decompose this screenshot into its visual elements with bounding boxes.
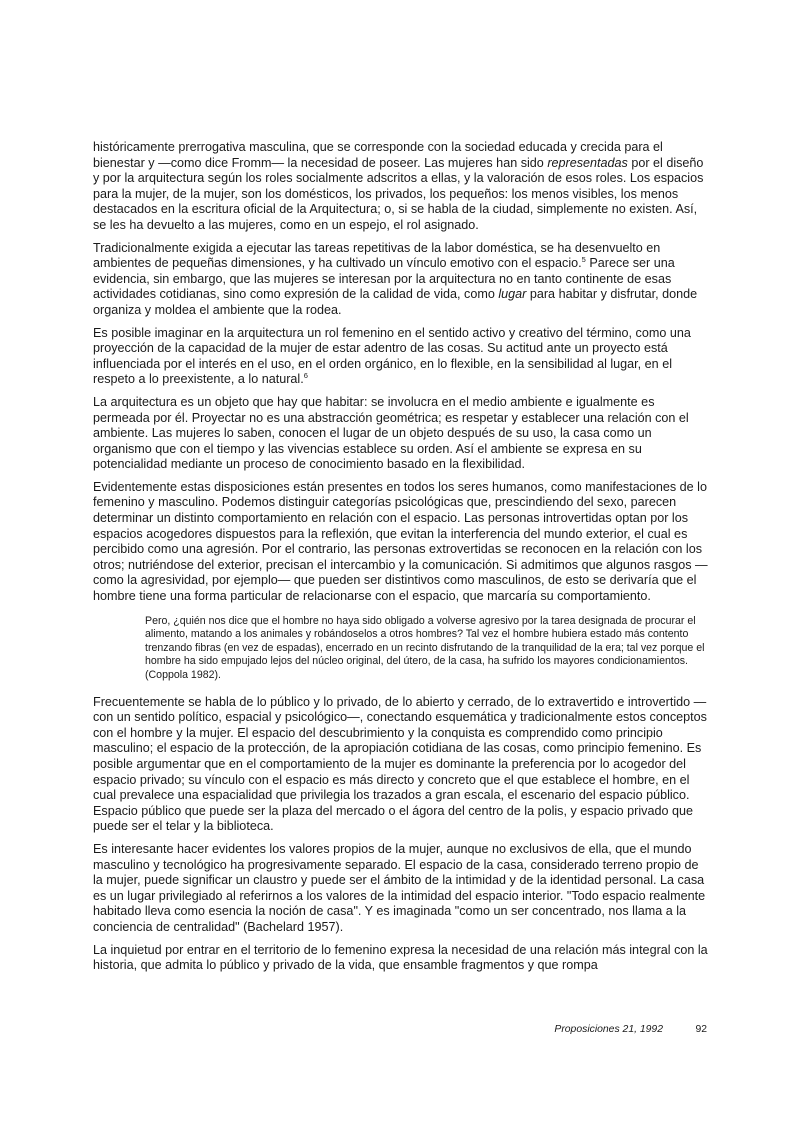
body-text (93, 140, 711, 981)
paragraph: históricamente prerrogativa masculina, que se corresponde con la sociedad educada y crecida para el bienestar y —como dice Fromm— la necesidad de poseer. Las mujeres han sido representadas por el diseño y por la arquitectura según los roles socialmente adscritos a ellas, y la valoración de esos roles. Los espacios para la mujer, de la mujer, son los domésticos, los privados, los pequeños: los menos visibles, los menos destacados en la escritura oficial de la Arquitectura; o, si se habla de la ciudad, simplemente no existen. Así, se les ha devuelto a las mujeres, como en un espejo, el rol asignado. (93, 140, 704, 232)
paragraph: La arquitectura es un objeto que hay que habitar: se involucra en el medio ambiente e igualmente es permeada por él. Proyectar no es una abstracción geométrica; es respetar y establecer una relación con el ambiente. Las mujeres lo saben, conocen el lugar de un objeto después de su uso, la casa como un organismo que con el tiempo y las vivencias establece su orden. Así el ambiente se expresa en su potencialidad mediante un proceso de conocimiento basado en la flexibilidad. (93, 394, 689, 472)
block-quote: Pero, ¿quién nos dice que el hombre no haya sido obligado a volverse agresivo por la tarea designada de procurar el alimento, matando a los animales y robándoselos a otros hombres? Tal vez el hombre hubiera estado más contento trenzando fibras (en vez de espadas), encerrado en un recinto disfrutando de la tranquilidad de la era; tal vez porque el hombre ha sido empujado lejos del núcleo original, del útero, de la casa, ha sufrido los mayores condicionamientos. (Coppola 1982). (145, 614, 705, 681)
paragraph: La inquietud por entrar en el territorio de lo femenino expresa la necesidad de una relación más integral con la historia, que admita lo público y privado de la vida, que ensamble fragmentos y que rompa (93, 942, 708, 973)
journal-citation: Proposiciones 21, 1992 (554, 1024, 663, 1035)
paragraph: Tradicionalmente exigida a ejecutar las tareas repetitivas de la labor doméstica, se ha desenvuelto en ambientes de pequeñas dimensiones, y ha cultivado un vínculo emotivo con el espacio.$^5$ Parece ser una evidencia, sin embargo, que las mujeres se interesan por la arquitectura no en tanto continente de esas actividades cotidianas, sino como expresión de la calidad de vida, como lugar para habitar y disfrutar, donde organiza y moldea el ambiente que la rodea. (93, 240, 698, 317)
footnote-marker: 5 (581, 254, 586, 264)
paragraph: Es posible imaginar en la arquitectura un rol femenino en el sentido activo y creativo del término, como una proyección de la capacidad de la mujer de estar adentro de las cosas. Su actitud ante un proyecto está influenciada por el interés en el uso, en el orden orgánico, en lo flexible, en la sensibilidad al lugar, en el respeto a lo preexistente, a lo natural.$^6$ (93, 325, 691, 387)
page-number: 92 (695, 1024, 707, 1035)
page-footer (93, 1023, 711, 1039)
emphasis-text: lugar (498, 287, 527, 302)
paragraph: Evidentemente estas disposiciones están presentes en todos los seres humanos, como manifestaciones de lo femenino y masculino. Podemos distinguir categorías psicológicas que, prescindiendo del sexo, parecen determinar un distinto comportamiento en relación con el espacio. Las personas introvertidas optan por los espacios acogedores dispuestos para la reflexión, que evitan la interferencia del mundo exterior, el cual es percibido como una agresión. Por el contrario, las personas extrovertidas se reconocen en la relación con los otros; nutriéndose del exterior, precisan el intercambio y la comunicación. Si admitimos que algunos rasgos —como la agresividad, por ejemplo— que pueden ser distintivos como masculinos, de esto se derivaría que el hombre tiene una forma particular de relacionarse con el espacio, que marcaría su comportamiento. (93, 479, 708, 604)
emphasis-text: representadas (547, 155, 628, 170)
paragraph: Frecuentemente se habla de lo público y lo privado, de lo abierto y cerrado, de lo extravertido e introvertido —con un sentido político, espacial y psicológico—, conectando esquemática y tradicionalmente estos conceptos con el hombre y la mujer. El espacio del descubrimiento y la conquista es comprendido como principio masculino; el espacio de la protección, de la apropiación cotidiana de las cosas, como principio femenino. Es posible argumentar que en el comportamiento de la mujer es dominante la preferencia por lo acogedor del espacio privado; su vínculo con el espacio es más directo y concreto que el que establece el hombre, en el cual prevalece una espacialidad que privilegia los trazados a gran escala, el escenario del espacio público. Espacio público que puede ser la plaza del mercado o el ágora del centro de la polis, y espacio privado que puede ser el telar y la biblioteca. (93, 694, 707, 834)
footnote-marker: 6 (303, 371, 308, 381)
paragraph: Es interesante hacer evidentes los valores propios de la mujer, aunque no exclusivos de ella, que el mundo masculino y tecnológico ha progresivamente separado. El espacio de la casa, considerado terreno propio de la mujer, puede significar un claustro y puede ser el ámbito de la intimidad y de la identidad personal. La casa es un lugar privilegiado al referirnos a los valores de la intimidad del espacio interior. "Todo espacio realmente habitado lleva como esencia la noción de casa". Y es imaginada "como un ser concentrado, nos llama a la conciencia de centralidad" (Bachelard 1957). (93, 841, 706, 934)
